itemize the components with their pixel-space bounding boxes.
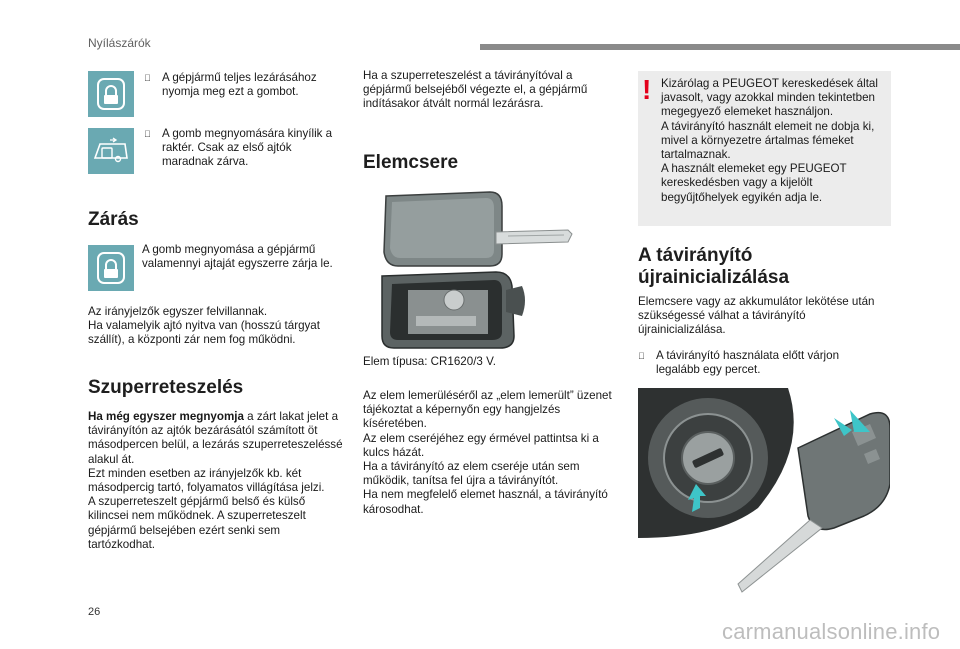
header-bar	[480, 44, 960, 50]
zaras-paragraph: Az irányjelzők egyszer felvillannak. Ha valamelyik ajtó nyitva van (hosszú tárgyat szállít), a központi zár nem fog működni.	[88, 305, 320, 347]
heading-reinit: A távirányító újrainicializálása	[638, 245, 790, 288]
heading-zaras: Zárás	[88, 209, 139, 230]
warning-icon: !	[642, 74, 652, 105]
lock-icon	[88, 71, 134, 117]
heading-elemcsere: Elemcsere	[363, 152, 459, 173]
battery-instructions: Az elem lemerüléséről az „elem lemerült” üzenet tájékoztat a képernyőn egy hangjelzés kíséretében. Az elem cseréjéhez egy érmével pattintsa ki a kulcs házát. Ha a távirányító az elem cseréje után sem működik, tanítsa fel újra a távirányítót. Ha nem megfelelő elemet használ, a távirányító károsodhat.	[363, 389, 612, 516]
battery-type: Elem típusa: CR1620/3 V.	[363, 355, 496, 368]
zaras-text: A gomb megnyomása a gépjármű valamennyi ajtaját egyszerre zárja le.	[142, 243, 333, 271]
key-battery-illustration	[378, 190, 578, 350]
bullet-icon	[144, 127, 151, 141]
intro-text: Ha a szuperreteszelést a távirányítóval a gépjármű belsejéből végezte el, a gépjármű indításakor átvált normál lezárásra.	[363, 69, 588, 111]
szuperreteszeles-text: Ha még egyszer megnyomja a zárt lakat jelet a távirányítón az ajtók bezárásától számított öt másodpercen belül, a lezárás szuperreteszeléssé alakul át. Ezt minden esetben az irányjelzők kb. két másodpercig tartó, folyamatos villágítása jelzi. A szuperreteszelt gépjármű belső és külső kilincsei nem működnek. A szuperreteszelt gépjármű belsejében ezért senki sem tartózkodhat.	[88, 410, 343, 551]
warning-text: Kizárólag a PEUGEOT kereskedések által javasolt, vagy azokkal minden tekintetben megegyező elemeket használjon. A távirányító használt elemeit ne dobja ki, mivel a környezetre ártalmas fémeket tartalmaznak. A használt elemeket egy PEUGEOT kereskedésben vagy a kijelölt begyűjtőhelyek egyikén adja le.	[661, 77, 878, 204]
section-title: Nyílászárók	[88, 36, 151, 50]
bullet-icon	[638, 349, 645, 363]
bullet-icon	[144, 71, 151, 85]
list-item: A gomb megnyomására kinyílik a raktér. Csak az első ajtók maradnak zárva.	[144, 127, 344, 170]
lock-icon	[88, 245, 134, 291]
watermark: carmanualsonline.info	[722, 619, 941, 644]
ignition-key-illustration	[638, 388, 890, 600]
van-rear-icon	[88, 128, 134, 174]
page-number: 26	[88, 606, 101, 618]
list-item: A gépjármű teljes lezárásához nyomja meg ezt a gombot.	[144, 71, 344, 99]
heading-szuperreteszeles: Szuperreteszelés	[88, 377, 244, 398]
reinit-paragraph: Elemcsere vagy az akkumulátor lekötése után szükségessé válhat a távirányító újrainicializálása.	[638, 295, 875, 337]
warning-box	[638, 71, 891, 226]
list-item: A távirányító használata előtt várjon legalább egy percet.	[638, 349, 878, 377]
